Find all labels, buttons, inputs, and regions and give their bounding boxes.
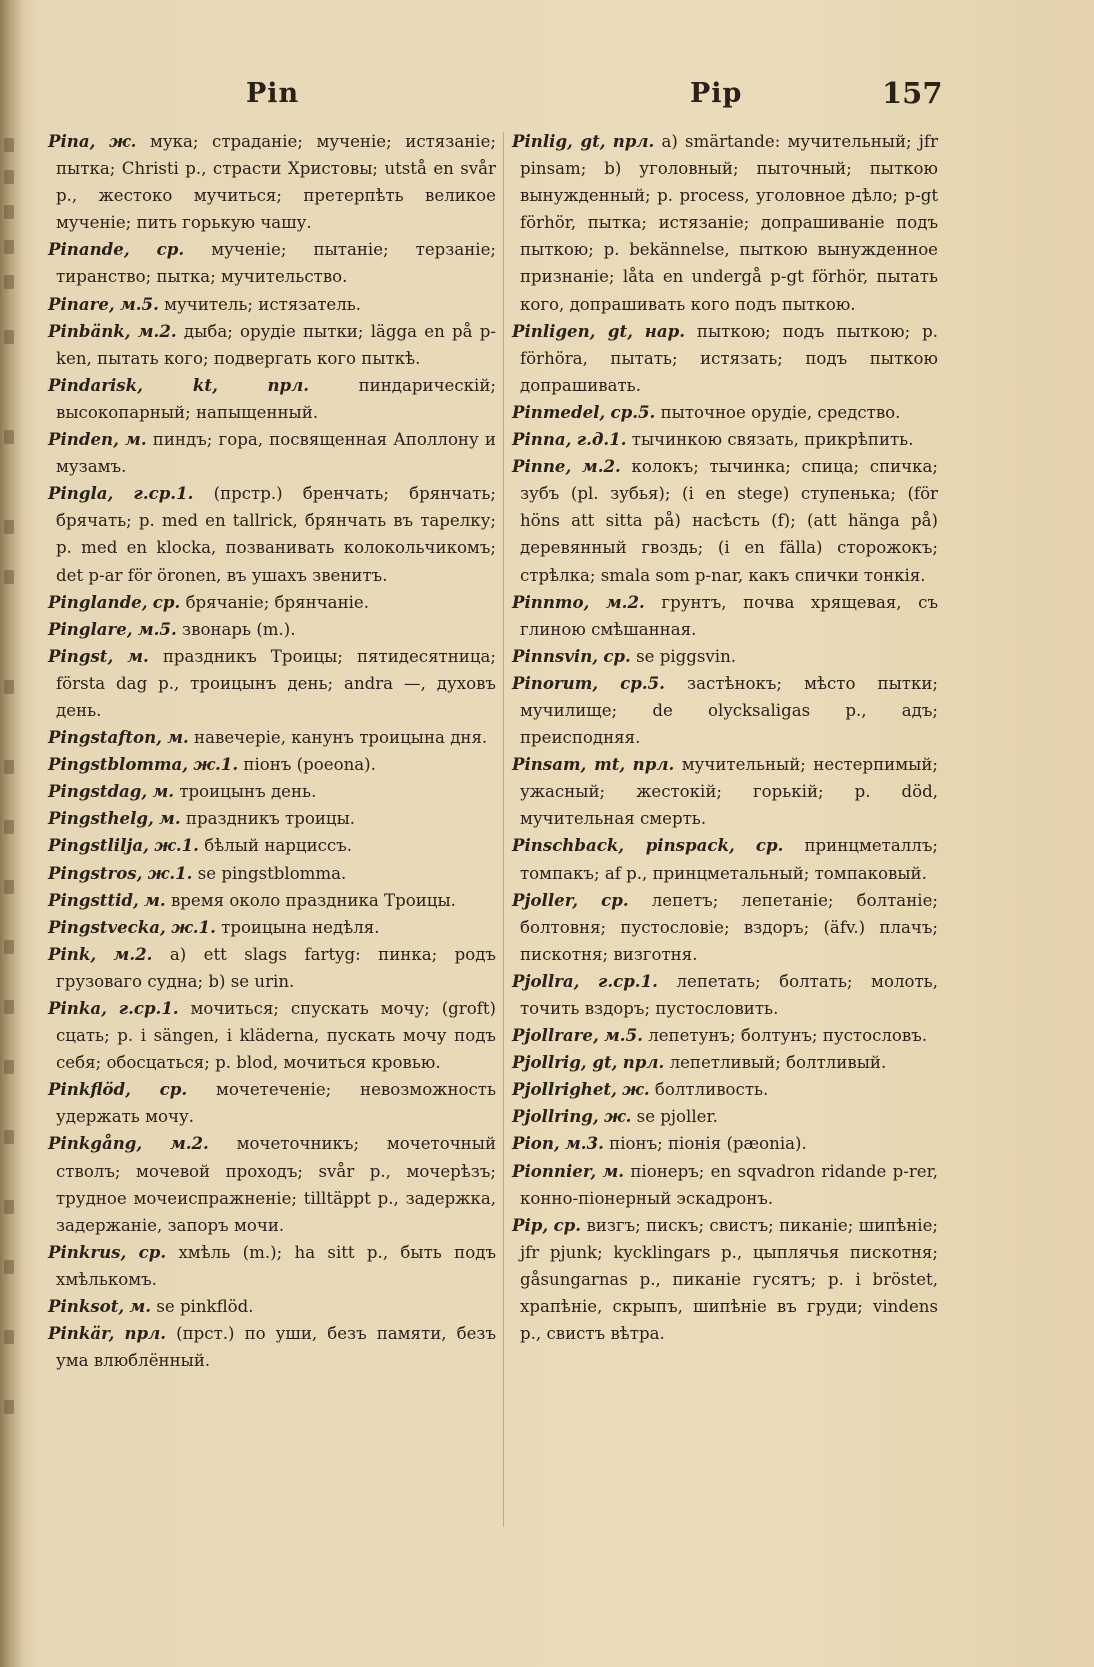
dictionary-entry <box>512 453 938 588</box>
entry-definition: se piggsvin. <box>636 646 737 666</box>
dictionary-entry <box>512 1212 938 1347</box>
dictionary-entry <box>512 1103 938 1130</box>
entry-definition: навечеріе, канунъ троицына дня. <box>194 728 488 748</box>
dictionary-entry <box>48 426 496 480</box>
entry-headword: Pinkär, <box>48 1323 115 1344</box>
entry-definition: se pingstblomma. <box>197 863 347 883</box>
entry-headword: Pingst, <box>48 645 114 666</box>
bleed-mark <box>4 275 14 289</box>
entry-grammar: ср. <box>603 645 631 666</box>
entry-headword: Pjollring, <box>512 1106 599 1127</box>
dictionary-entry <box>48 291 496 318</box>
entry-definition: застѣнокъ; мѣсто пытки; мучилище; de olycksaligas p., адъ; преисподняя. <box>520 673 939 748</box>
dictionary-entry <box>512 1130 938 1157</box>
entry-grammar: м. <box>167 727 189 748</box>
entry-grammar: ср. <box>159 1079 188 1100</box>
entry-headword: Pinka, <box>48 998 107 1018</box>
dictionary-entry <box>48 995 496 1076</box>
entry-grammar: ср. <box>601 889 629 910</box>
entry-headword: Pina, <box>48 131 96 151</box>
entry-headword: Pinna, <box>512 429 572 450</box>
entry-grammar: м. <box>129 1296 152 1317</box>
entry-definition: мочиться; спускать мочу; (groft) сцать; p. i sängen, i kläderna, пускать мочу подъ себя; обосцаться; p. blod, мочиться кровью. <box>56 999 496 1073</box>
bleed-mark <box>4 1260 14 1274</box>
dictionary-entry <box>512 1049 938 1076</box>
bleed-mark <box>4 1330 14 1344</box>
entry-grammar: ср.5. <box>610 401 656 422</box>
entry-grammar: м. <box>152 781 175 802</box>
entry-grammar: м.2. <box>113 943 153 964</box>
dictionary-entry <box>48 860 496 887</box>
page-gutter <box>0 0 22 1667</box>
entry-headword: Pjollrighet, <box>512 1079 617 1100</box>
entry-definition: мочеточникъ; мочеточный стволъ; мочевой проходъ; svår p., мочерѣзъ; трудное мочеиспражненіе; tilltäppt p., задержка, задержаніе, запоръ мочи. <box>56 1134 497 1235</box>
entry-grammar: г.ср.1. <box>118 998 179 1018</box>
dictionary-entry <box>512 887 938 968</box>
dictionary-entry <box>48 778 496 805</box>
entry-headword: Pinare, <box>48 293 115 314</box>
entry-headword: Pinne, <box>512 456 572 477</box>
entry-definition: se pjoller. <box>636 1107 718 1127</box>
dictionary-entry <box>48 751 496 778</box>
entry-grammar: м. <box>127 645 149 666</box>
dictionary-entry <box>48 589 496 616</box>
entry-grammar: м. <box>602 1160 625 1181</box>
entry-definition: піонеръ; en sqvadron ridande p-rer, конно-піонерный эскадронъ. <box>520 1161 938 1208</box>
bleed-mark <box>4 240 14 254</box>
dictionary-entry <box>48 914 496 941</box>
entry-headword: Pinbänk, <box>48 320 131 341</box>
entry-grammar: ср.5. <box>620 672 665 693</box>
entry-headword: Pinschback, pinspack, <box>512 835 735 856</box>
entry-headword: Pinglande, <box>48 591 148 612</box>
entry-headword: Pinkrus, <box>48 1241 127 1262</box>
entry-grammar: ср. <box>152 591 181 612</box>
dictionary-entry <box>512 1076 938 1103</box>
entry-headword: Pion, <box>512 1133 560 1154</box>
entry-headword: Pingsttid, <box>48 889 139 910</box>
entry-grammar: м. <box>144 889 166 910</box>
bleed-mark <box>4 330 14 344</box>
entry-definition: мочетеченіе; невозможность удержать мочу. <box>56 1080 497 1127</box>
entry-grammar: м. <box>125 429 147 450</box>
page-number: 157 <box>882 76 943 110</box>
dictionary-entry <box>512 426 938 453</box>
entry-grammar: г.ср.1. <box>133 483 194 504</box>
entry-definition: лепетунъ; болтунъ; пустословъ. <box>648 1026 928 1046</box>
entry-definition: лепетать; болтать; молоть, точить вздоръ; пустословить. <box>520 971 938 1018</box>
entry-grammar: г.д.1. <box>576 429 627 450</box>
entry-grammar: м.2. <box>605 591 645 612</box>
entry-grammar: прл. <box>612 131 655 151</box>
dictionary-entry <box>512 751 938 832</box>
dictionary-entry <box>48 1320 496 1374</box>
entry-grammar: ср. <box>755 835 784 856</box>
bleed-mark <box>4 520 14 534</box>
entry-grammar: м.3. <box>564 1133 604 1154</box>
entry-grammar: ж.1. <box>154 835 199 856</box>
dictionary-entry <box>48 805 496 832</box>
entry-grammar: ж. <box>108 131 137 151</box>
dictionary-entry <box>48 887 496 914</box>
entry-headword: Pingsthelg, <box>48 808 154 829</box>
dictionary-entry <box>48 1293 496 1320</box>
dictionary-entry <box>48 724 496 751</box>
entry-definition: мученіе; пытаніе; терзаніе; тиранство; пытка; мучительство. <box>56 240 497 287</box>
dictionary-entry <box>512 670 938 751</box>
entry-definition: троицына недѣля. <box>221 917 380 937</box>
entry-headword: Pinlig, gt, <box>512 131 606 151</box>
entry-grammar: ж. <box>603 1106 632 1127</box>
entry-definition: піонъ; піонія (pæonia). <box>609 1134 807 1154</box>
entry-headword: Pinnsvin, <box>512 645 599 666</box>
entry-grammar: ж.1. <box>171 916 216 937</box>
dictionary-entry <box>48 832 496 859</box>
entry-definition: бѣлый нарциссъ. <box>204 836 353 856</box>
entry-grammar: м.2. <box>169 1133 209 1154</box>
bleed-mark <box>4 820 14 834</box>
entry-grammar: м.2. <box>137 320 177 341</box>
right-column <box>512 128 938 1347</box>
entry-grammar: ср. <box>156 239 185 260</box>
entry-headword: Pinkflöd, <box>48 1079 131 1100</box>
entry-headword: Pjollra, <box>512 970 580 991</box>
entry-definition: a) ett slags fartyg: пинка; родъ грузоваго судна; b) se urin. <box>56 944 496 991</box>
entry-headword: Pinande, <box>48 239 130 260</box>
bleed-mark <box>4 170 14 184</box>
entry-headword: Pindarisk, kt, <box>48 374 218 395</box>
entry-definition: дыба; орудіе пытки; lägga en på p-ken, пытать кого; подвергать кого пыткѣ. <box>56 321 496 368</box>
dictionary-entry <box>48 318 496 372</box>
entry-headword: Pionnier, <box>512 1160 597 1181</box>
dictionary-entry <box>512 968 938 1022</box>
dictionary-entry <box>48 128 496 236</box>
entry-definition: принцметаллъ; томпакъ; af p., принцметальный; томпаковый. <box>520 836 938 883</box>
bleed-mark <box>4 1200 14 1214</box>
dictionary-entry <box>48 941 496 995</box>
entry-grammar: м. <box>159 808 181 829</box>
bleed-mark <box>4 1130 14 1144</box>
entry-headword: Pinmedel, <box>512 401 606 422</box>
entry-headword: Pinnmo, <box>512 591 590 612</box>
running-header <box>0 78 1094 118</box>
right-guide-word: Pip <box>690 78 743 109</box>
dictionary-entry <box>512 832 938 886</box>
dictionary-entry <box>512 1158 938 1212</box>
dictionary-entry <box>512 1022 938 1049</box>
entry-definition: троицынъ день. <box>179 782 317 802</box>
entry-definition: праздникъ Троицы; пятидесятница; första dag p., троицынъ день; andra —, духовъ день. <box>56 646 497 720</box>
entry-definition: піонъ (poeona). <box>243 755 376 775</box>
entry-definition: колокъ; тычинка; спица; спичка; зубъ (pl. зубья); (i en stege) ступенька; (för höns att sitta på) насѣсть (f); (att hänga på) деревянный гвоздь; (i en fälla) сторожокъ; стрѣлка; smala som p-nar, какъ спички тонкія. <box>520 457 939 585</box>
entry-definition: лепетъ; лепетаніе; болтаніе; болтовня; пустословіе; вздоръ; (äfv.) плачъ; пискотня; визготня. <box>520 890 938 964</box>
bleed-mark <box>4 1000 14 1014</box>
dictionary-entry <box>512 399 938 426</box>
bleed-mark <box>4 205 14 219</box>
dictionary-entry <box>48 236 496 290</box>
entry-grammar: прл. <box>622 1052 665 1073</box>
entry-headword: Pinglare, <box>48 618 133 639</box>
entry-headword: Pingstros, <box>48 862 143 883</box>
entry-grammar: ср. <box>553 1214 582 1235</box>
entry-grammar: прл. <box>632 754 675 775</box>
dictionary-entry <box>48 480 496 588</box>
entry-headword: Pingstafton, <box>48 727 162 748</box>
entry-definition: лепетливый; болтливый. <box>669 1053 887 1073</box>
dictionary-entry <box>512 128 938 318</box>
entry-headword: Pinksot, <box>48 1296 125 1317</box>
dictionary-entry <box>512 318 938 399</box>
bleed-mark <box>4 1060 14 1074</box>
bleed-mark <box>4 430 14 444</box>
entry-definition: болтливость. <box>654 1080 769 1100</box>
bleed-mark <box>4 680 14 694</box>
dictionary-entry <box>48 1076 496 1130</box>
entry-headword: Pingstlilja, <box>48 835 149 856</box>
entry-definition: брячаніе; брянчаніе. <box>185 592 370 612</box>
entry-headword: Pingstdag, <box>48 781 148 802</box>
entry-grammar: ж. <box>622 1079 650 1100</box>
bleed-mark <box>4 570 14 584</box>
entry-definition: мука; страданіе; мученіе; истязаніе; пытка; Christi p., страсти Христовы; utstå en svår p., жестоко мучиться; претерпѣть великое мученіе; пить горькую чашу. <box>56 132 496 233</box>
entry-headword: Pingstvecka, <box>48 916 166 937</box>
entry-headword: Pinden, <box>48 429 119 450</box>
entry-definition: (прст.) по уши, безъ памяти, безъ ума влюблённый. <box>56 1324 497 1371</box>
entry-headword: Pinligen, gt, <box>512 320 633 341</box>
entry-definition: грунтъ, почва хрящевая, съ глиною смѣшанная. <box>520 592 939 639</box>
entry-definition: пиндъ; гора, посвященная Аполлону и музамъ. <box>56 430 496 477</box>
entry-headword: Pink, <box>48 943 97 964</box>
entry-definition: мучительный; нестерпимый; ужасный; жестокій; горькій; p. död, мучительная смерть. <box>520 755 938 829</box>
dictionary-entry <box>512 643 938 670</box>
entry-grammar: м.5. <box>604 1025 643 1046</box>
entry-definition: праздникъ троицы. <box>185 809 356 829</box>
left-guide-word: Pin <box>246 78 300 109</box>
entry-headword: Pinsam, mt, <box>512 754 626 775</box>
bleed-mark <box>4 138 14 152</box>
entry-headword: Pjollrig, gt, <box>512 1052 618 1073</box>
entry-grammar: м.5. <box>119 293 159 314</box>
entry-grammar: нар. <box>644 320 686 341</box>
entry-grammar: ж.1. <box>147 862 193 883</box>
bleed-mark <box>4 760 14 774</box>
entry-definition: пыткою; подъ пыткою; p. förhöra, пытать; истязать; подъ пыткою допрашивать. <box>520 321 938 395</box>
bleed-mark <box>4 940 14 954</box>
dictionary-entry <box>48 372 496 426</box>
dictionary-entry <box>48 1130 496 1238</box>
entry-headword: Pingstblomma, <box>48 754 189 775</box>
entry-definition: тычинкою связать, прикрѣпить. <box>631 430 914 450</box>
entry-grammar: прл. <box>124 1323 167 1344</box>
entry-definition: (прстр.) бренчать; брянчать; брячать; p. med en tallrick, брянчать въ тарелку; p. med en klocka, позванивать колокольчикомъ; det p-ar för öronen, въ ушахъ звенитъ. <box>56 484 496 585</box>
dictionary-entry <box>48 1239 496 1293</box>
entry-grammar: м.5. <box>137 618 177 639</box>
entry-definition: a) smärtande: мучительный; jfr pinsam; b) уголовный; пыточный; пыткою вынужденный; p. process, уголовное дѣло; p-gt förhör, пытка; истязаніе; допрашиваніе подъ пыткою; p. bekännelse, пыткою вынужденное признаніе; låta en undergå p-gt förhör, пытать кого, допрашивать кого подъ пыткою. <box>520 132 939 314</box>
entry-definition: пиндарическій; высокопарный; напыщенный. <box>56 375 496 422</box>
left-column <box>48 128 496 1374</box>
entry-grammar: ж.1. <box>193 754 239 775</box>
entry-grammar: г.ср.1. <box>597 970 658 991</box>
entry-headword: Pip, <box>512 1214 549 1235</box>
entry-headword: Pingla, <box>48 483 114 504</box>
bleed-mark <box>4 1400 14 1414</box>
entry-definition: визгъ; пискъ; свистъ; пиканіе; шипѣніе; jfr pjunk; kycklingars p., цыплячья пискотня; gåsungarnas p., пиканіе гусятъ; p. i bröstet, храпѣніе, скрыпъ, шипѣніе въ груди; vindens p., свистъ вѣтра. <box>520 1215 938 1344</box>
entry-headword: Pinkgång, <box>48 1133 143 1154</box>
entry-headword: Pjollrare, <box>512 1025 599 1046</box>
entry-definition: пыточное орудіе, средство. <box>660 402 901 422</box>
entry-grammar: м.2. <box>581 456 621 477</box>
entry-definition: se pinkflöd. <box>156 1297 254 1317</box>
entry-definition: звонарь (m.). <box>182 619 296 639</box>
bleed-mark <box>4 880 14 894</box>
dictionary-entry <box>48 616 496 643</box>
entry-headword: Pjoller, <box>512 889 579 910</box>
column-divider <box>503 132 504 1527</box>
dictionary-entry <box>48 643 496 724</box>
entry-grammar: ср. <box>138 1241 167 1262</box>
entry-definition: время около праздника Троицы. <box>170 890 456 910</box>
entry-grammar: прл. <box>267 374 310 395</box>
entry-definition: хмѣль (m.); ha sitt p., быть подъ хмѣлькомъ. <box>56 1242 496 1289</box>
entry-definition: мучитель; истязатель. <box>164 294 362 314</box>
dictionary-entry <box>512 589 938 643</box>
entry-headword: Pinorum, <box>512 672 599 693</box>
